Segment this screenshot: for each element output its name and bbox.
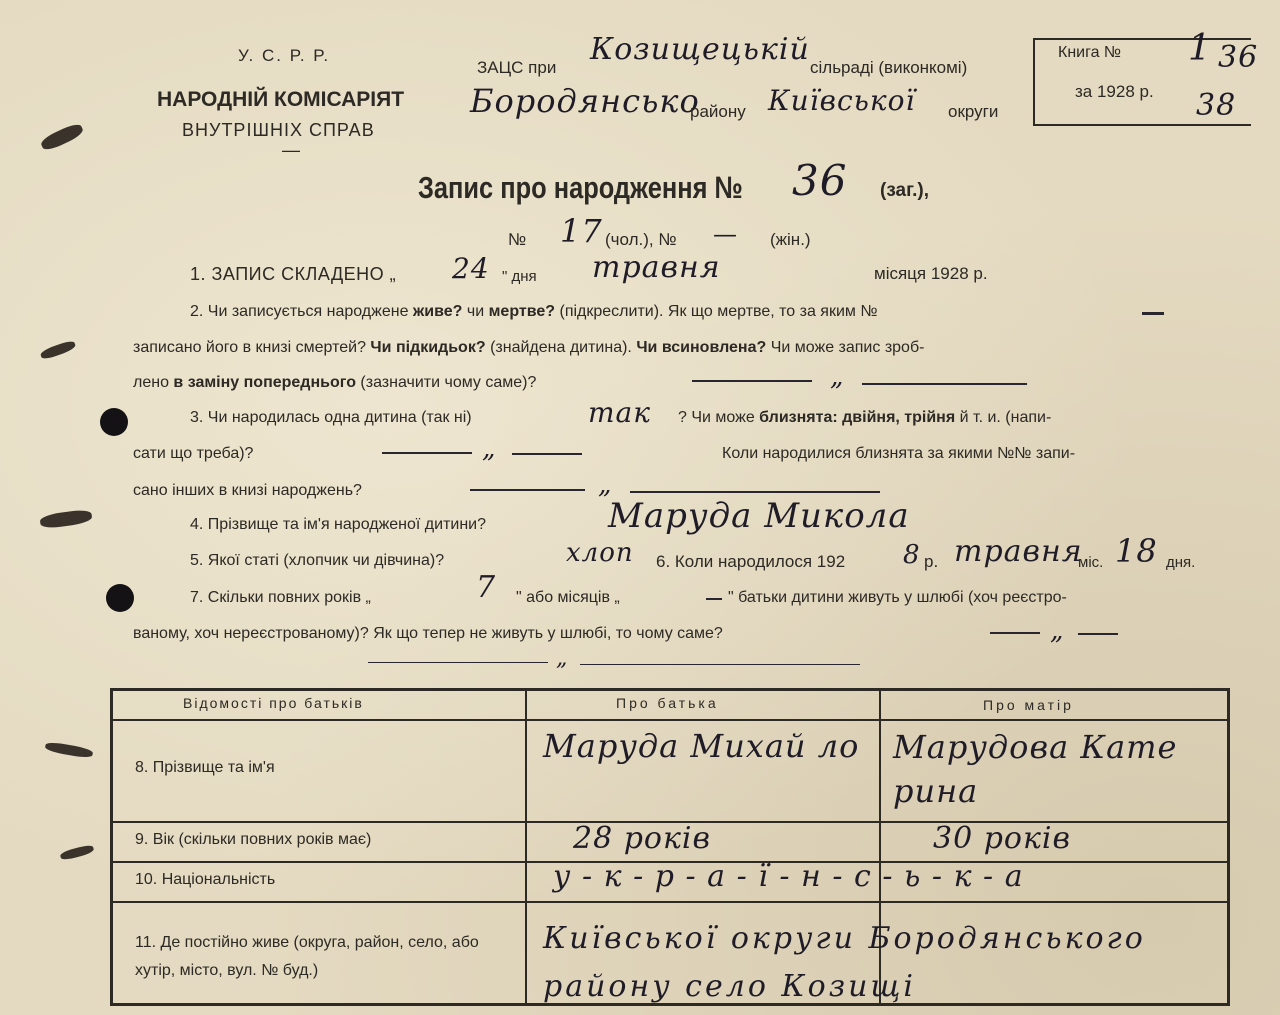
item7-answer-line-4 [580,664,860,665]
item3-twins-types: двійня, трійня [842,409,956,426]
item2-dash-answer [1142,312,1164,315]
item3-answer-single: так [588,396,651,429]
table-divider [113,901,1227,903]
item2-replacement: в заміну попереднього [173,374,356,391]
zags-village: Козищецькій [590,32,810,67]
zags-okrug-label: округи [948,102,999,121]
row-label-name: 8. Прізвище та ім'я [135,759,275,776]
female-label: (жін.) [770,230,811,249]
nationality: у - к - р - а - ї - н - с - ь - к - а [553,859,1024,894]
state-abbreviation: У. С. Р. Р. [238,46,331,65]
book-number-extra: 36 [1218,40,1259,75]
record-number: 36 [792,156,848,205]
item2-alive-option: живе? [412,303,463,320]
marriage-years: 7 [476,570,497,605]
item6-month-label: міс. [1078,554,1104,571]
item3-line2-a: сати що треба)? [133,445,254,462]
item3-answer-line-2 [512,453,582,455]
item3-ditto-2: „ [598,470,613,500]
item2-line3 [133,374,536,392]
item3-line3: сано інших в книзі народжень? [133,482,362,499]
item7-line2: ваному, хоч нереєстрованому)? Як що тепер не живуть у шлюбі, то чому саме? [133,625,723,642]
book-year: за 1928 р. [1075,82,1154,101]
table-divider [525,691,527,1003]
residence: Київської округи Бородянського району село Козищі [543,921,1146,1004]
parents-table [110,688,1230,1006]
male-number: 17 [560,212,603,250]
zags-prefix: ЗАЦС при [477,58,557,77]
header-dash: — [282,140,300,160]
item2-foundling: Чи підкидьок? [370,339,486,356]
table-header-mother: Про матір [983,697,1074,713]
item6-day-label: дня. [1166,554,1196,571]
item3-twins-label: близнята: [759,409,838,426]
row-label-residence: 11. Де постійно живе (округа, район, село, або хутір, місто, вул. № буд.) [135,934,479,979]
item7-months-label: " або місяців „ [516,589,620,606]
item7-line1-rest: " батьки дитини живуть у шлюбі (хоч реєстро- [728,589,1067,606]
book-number: 1 [1188,28,1212,69]
item1-day-label: " дня [502,268,537,285]
child-sex: хлоп [566,538,634,568]
mother-age: 30 років [933,821,1071,856]
item7-ditto: „ [1050,616,1065,646]
item7-answer-line-3 [368,662,548,663]
item6-label: 6. Коли народилося 192 [656,552,846,571]
item2-line1 [190,303,878,321]
table-header-father: Про батька [616,695,719,711]
record-title: Запис про народження № [418,170,743,205]
male-label: (чол.), № [605,230,677,249]
zags-council-label: сільраді (виконкомі) [810,58,968,77]
item1-day: 24 [452,252,490,285]
item7-months-dash [706,598,722,600]
item7-answer-line [990,632,1040,634]
item5-label: 5. Якої статі (хлопчик чи дівчина)? [190,552,445,569]
child-name: Маруда Микола [608,496,910,536]
mother-name: Марудова Кате рина [893,728,1178,810]
item1-month: травня [592,250,721,285]
item2-text-c: чи [466,303,485,320]
item1-prefix: 1. ЗАПИС СКЛАДЕНО „ [190,264,397,284]
punch-hole [106,584,134,612]
item7-ditto-2: „ [556,646,569,671]
item2-adopted: Чи всиновлена? [636,339,767,356]
record-number-suffix: (заг.), [880,180,929,201]
birth-day: 18 [1115,532,1158,570]
item2-text-h: (знайдена дитина). [490,339,632,356]
item2-dead-option: мертве? [488,303,556,320]
birth-year-digit: 8 [903,540,921,570]
item1-suffix: місяця 1928 р. [874,264,988,283]
zags-district: Бородянсько [470,82,700,120]
table-header-info: Відомості про батьків [183,695,364,711]
item3-text-b: ? Чи може [678,409,755,426]
item3-line2-b: Коли народилися близнята за якими №№ запи- [722,445,1076,462]
item3-answer-line [382,452,472,454]
father-age: 28 років [573,821,711,856]
item2-ditto: „ [830,362,845,392]
item3-ditto: „ [482,434,497,464]
zags-okrug: Київської [768,84,916,117]
item2-line2 [133,339,924,357]
female-number: — [713,220,738,248]
row-label-nationality: 10. Національність [135,871,276,888]
row-label-age: 9. Вік (скільки повних років має) [135,831,372,848]
book-label: Книга № [1058,44,1122,61]
item2-text-j: Чи може запис зроб- [770,339,925,356]
commissariat-department: ВНУТРІШНІХ СПРАВ [182,120,375,140]
item3-question: 3. Чи народилась одна дитина (так ні) [190,409,472,426]
item2-text-m: (зазначити чому саме)? [360,374,537,391]
item3-answer-line-4 [630,491,880,493]
item2-answer-line [692,380,812,382]
item2-text-e: (підкреслити). Як що мертве, то за яким № [559,303,878,320]
item2-text-a: 2. Чи записується народжене [190,303,409,320]
item3-line1-rest [678,409,1051,427]
father-name: Маруда Михай ло [543,727,860,765]
item6-year-suffix: р. [924,552,939,571]
item2-text-k: лено [133,374,169,391]
item7-label: 7. Скільки повних років „ [190,589,371,606]
item2-text-f: записано його в книзі смертей? [133,339,366,356]
item7-answer-line-2 [1078,633,1118,635]
punch-hole [100,408,128,436]
table-divider [113,719,1227,721]
birth-month: травня [954,534,1083,569]
book-year-extra: 38 [1196,88,1237,123]
commissariat-name: НАРОДНІЙ КОМІСАРІЯТ [157,88,405,111]
item3-text-e: й т. и. (напи- [959,409,1052,426]
item2-answer-line-2 [862,383,1027,385]
item3-answer-line-3 [470,489,585,491]
zags-district-label: району [690,102,746,121]
item4-label: 4. Прізвище та ім'я народженої дитини? [190,516,487,533]
male-no-label: № [508,230,527,249]
